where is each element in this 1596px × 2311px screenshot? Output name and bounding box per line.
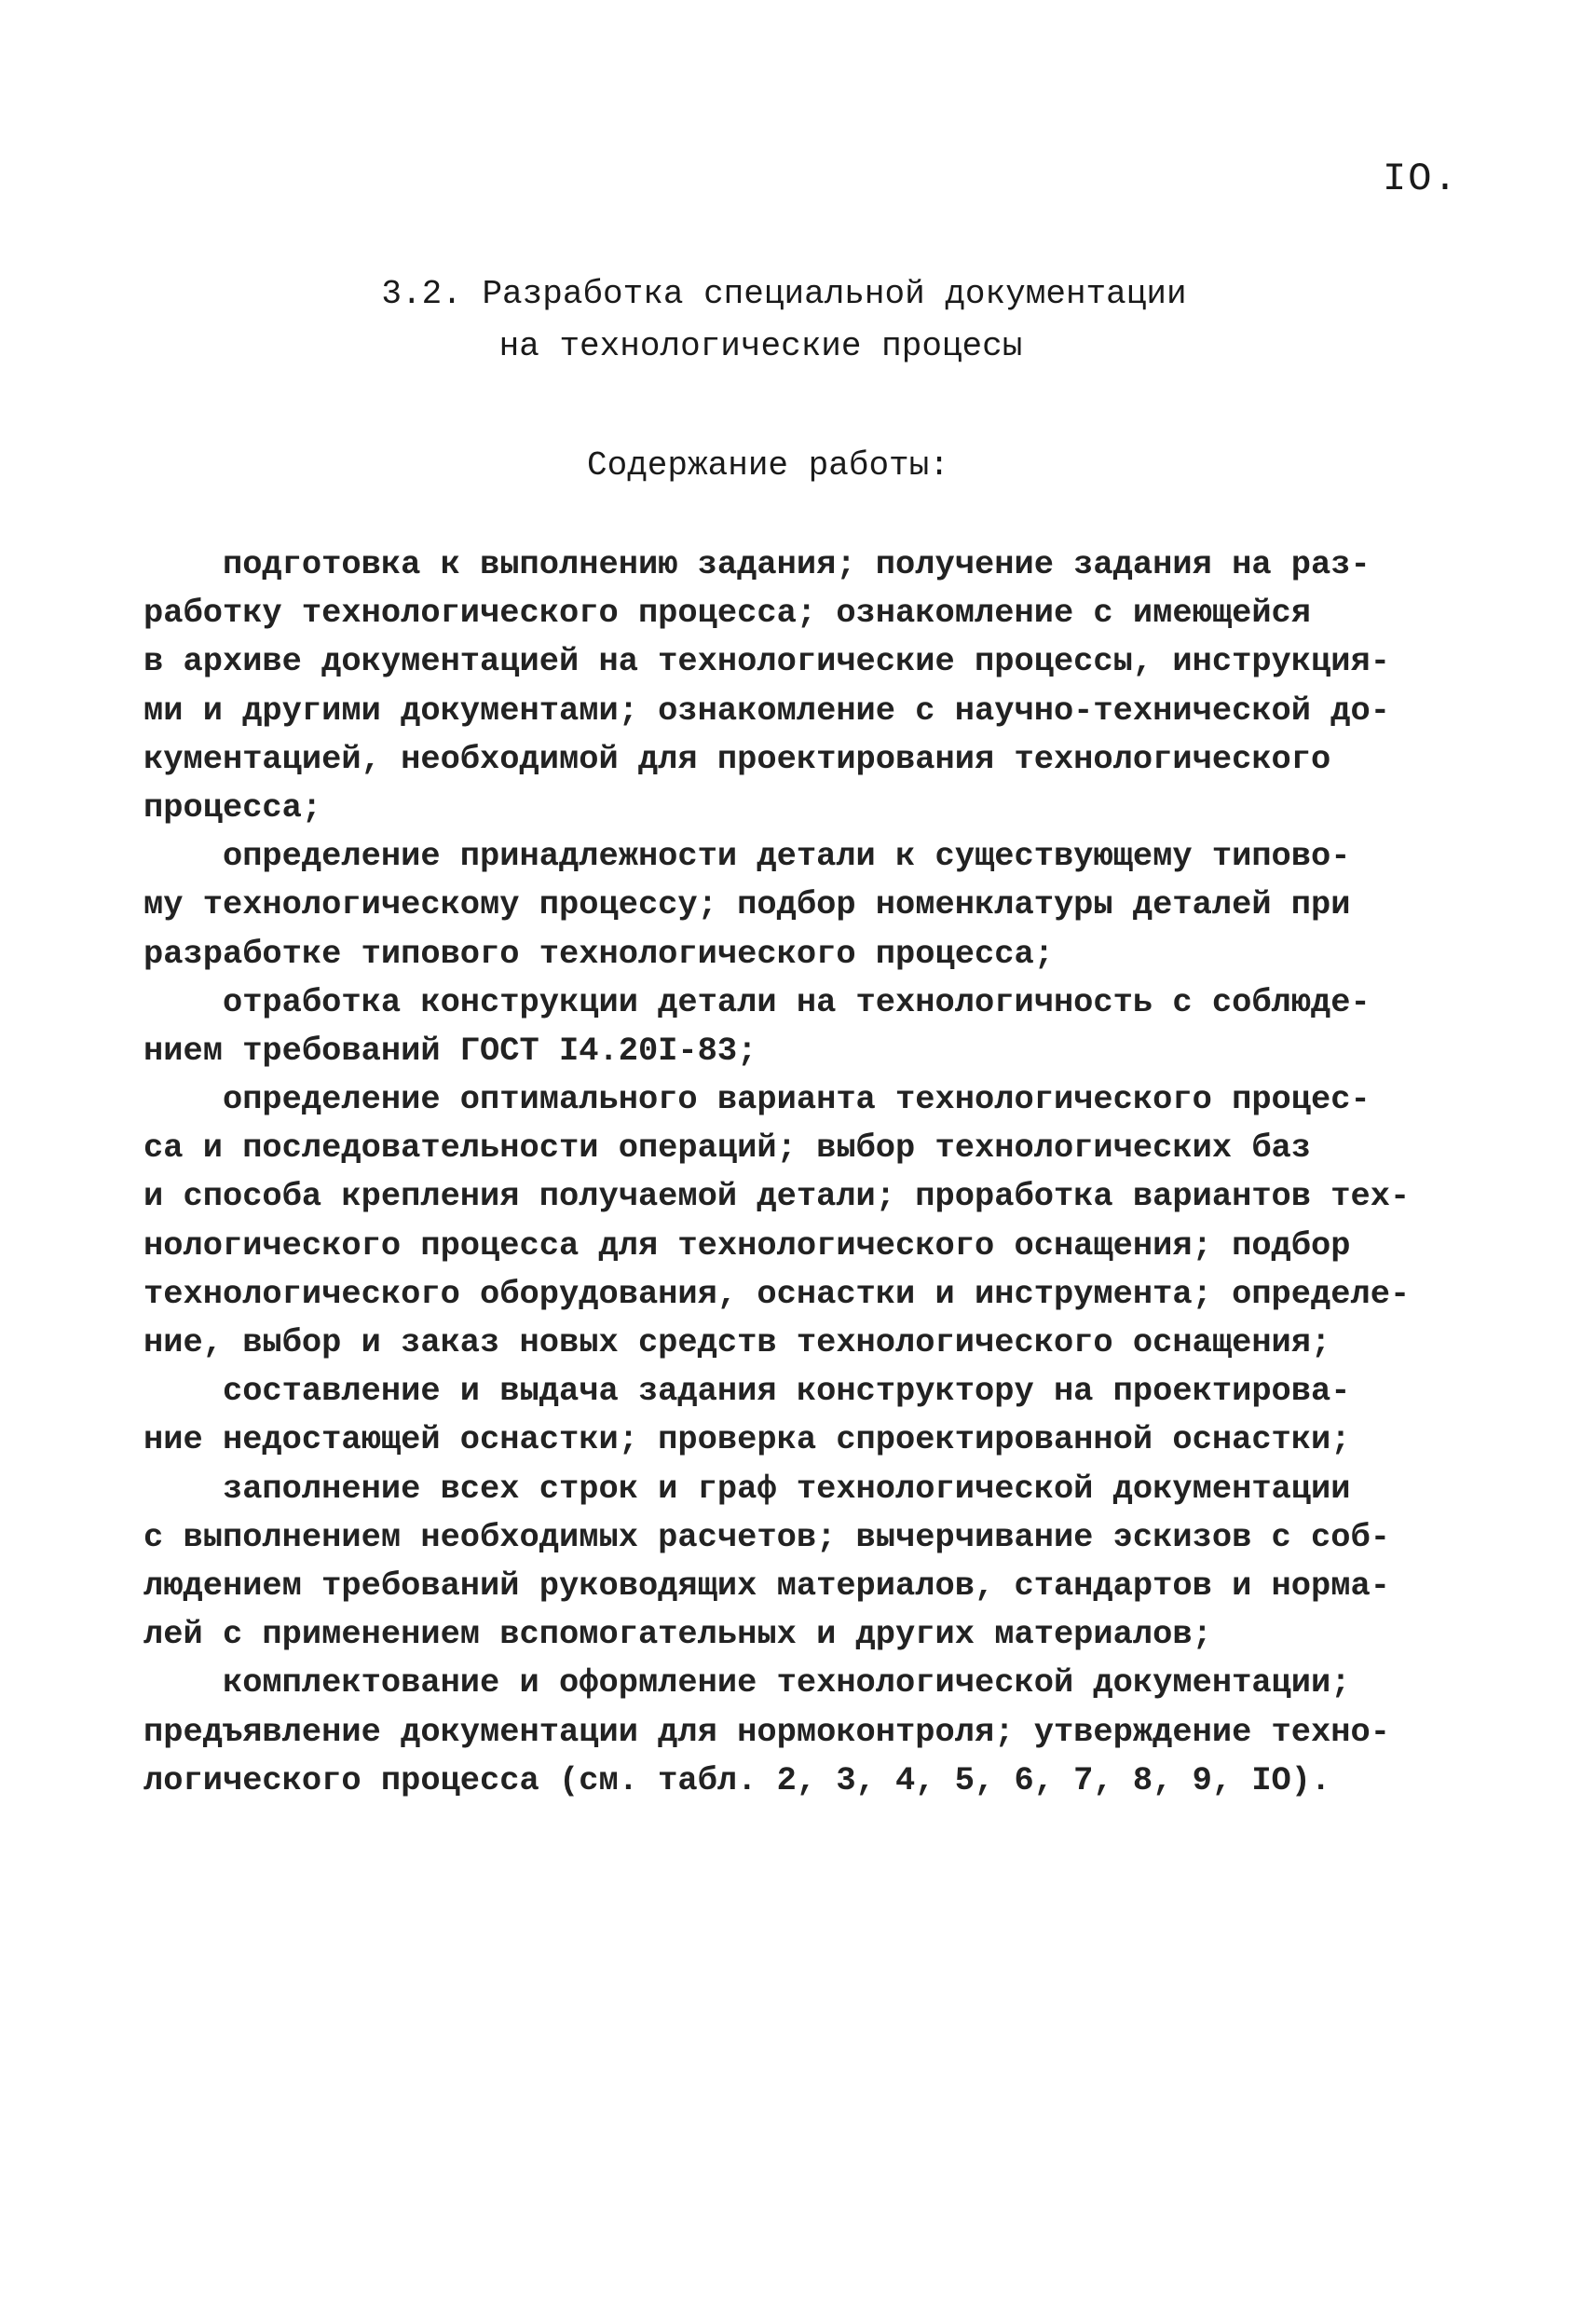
body-line: определение оптимального варианта технологического процес- — [143, 1081, 1371, 1119]
body-line: логического процесса (см. табл. 2, 3, 4, 5, 6, 7, 8, 9, IO). — [143, 1761, 1331, 1799]
body-line: заполнение всех строк и граф технологической документации — [143, 1470, 1351, 1508]
body-line: ние недостающей оснастки; проверка спроектированной оснастки; — [143, 1421, 1351, 1459]
body-line: му технологическому процессу; подбор номенклатуры деталей при — [143, 886, 1351, 924]
body-line: лей с применением вспомогательных и других материалов; — [143, 1616, 1212, 1654]
body-line: комплектование и оформление технологической документации; — [143, 1664, 1351, 1702]
body-line: ние, выбор и заказ новых средств технологического оснащения; — [143, 1324, 1331, 1361]
body-line: нологического процесса для технологического оснащения; подбор — [143, 1226, 1351, 1265]
page-number: IO. — [1383, 157, 1459, 201]
body-line: и способа крепления получаемой детали; проработка вариантов тех- — [143, 1178, 1411, 1216]
body-line: нием требований ГОСТ I4.20I-83; — [143, 1032, 757, 1070]
section-title — [0, 268, 1596, 373]
section-title-line-2: на технологические процесы — [498, 327, 1023, 365]
body-line: разработке типового технологического процесса; — [143, 935, 1054, 973]
body-line: са и последовательности операций; выбор технологических баз — [143, 1129, 1312, 1168]
section-title-line-1: 3.2. Разработка специальной документации — [381, 275, 1187, 313]
body-line: с выполнением необходимых расчетов; вычерчивание эскизов с соб- — [143, 1518, 1390, 1556]
body-line: кументацией, необходимой для проектирования технологического — [143, 740, 1331, 778]
body-text — [143, 540, 1485, 1805]
body-line: составление и выдача задания конструктору на проектирова- — [143, 1373, 1351, 1411]
body-line: технологического оборудования, оснастки и инструмента; определе- — [143, 1275, 1411, 1313]
work-content-heading: Содержание работы: — [587, 446, 949, 485]
body-line: подготовка к выполнению задания; получение задания на раз- — [143, 546, 1371, 583]
body-line: процесса; — [143, 788, 322, 827]
body-line: предъявление документации для нормоконтроля; утверждение техно- — [143, 1713, 1390, 1751]
body-line: определение принадлежности детали к существующему типово- — [143, 838, 1351, 876]
body-line: работку технологического процесса; ознакомление с имеющейся — [143, 595, 1312, 633]
body-line: в архиве документацией на технологические процессы, инструкция- — [143, 643, 1390, 681]
body-line: отработка конструкции детали на технологичность с соблюде- — [143, 983, 1371, 1021]
body-line: людением требований руководящих материалов, стандартов и норма- — [143, 1566, 1390, 1605]
body-line: ми и другими документами; ознакомление с научно-технической до- — [143, 691, 1390, 730]
